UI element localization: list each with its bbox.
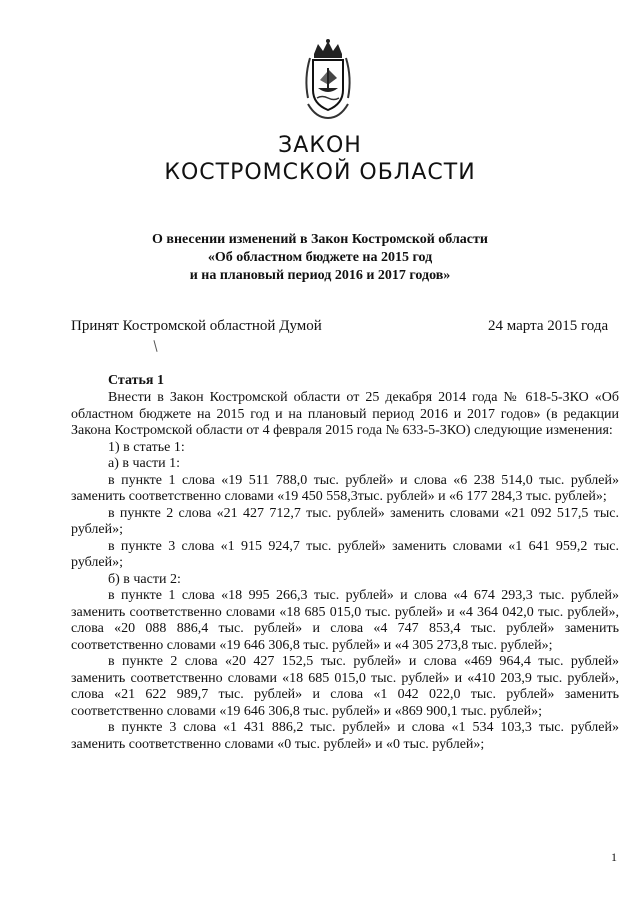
- paragraph: Внести в Закон Костромской области от 25 декабря 2014 года № 618-5-ЗКО «Об областном бюджете на 2015 год и на плановый период 2016 и 2017 годов» (в редакции Закона Костромской области от 4 февраля 2015 года № 633-5-ЗКО) следующие изменения:: [71, 390, 619, 438]
- paragraph: б) в части 2:: [108, 571, 181, 587]
- article-body: [71, 390, 619, 753]
- adopted-by: Принят Костромской областной Думой: [71, 318, 322, 334]
- document-type-title: ЗАКОН: [278, 133, 362, 158]
- paragraph: в пункте 3 слова «1 915 924,7 тыс. рублей» заменить словами «1 641 959,2 тыс. рублей»;: [71, 538, 619, 570]
- scan-mark: [153, 340, 157, 352]
- coat-of-arms-icon: [296, 38, 360, 120]
- paragraph: в пункте 2 слова «20 427 152,5 тыс. рублей» и слова «469 964,4 тыс. рублей» заменить соответственно словами «18 685 015,0 тыс. рублей» и «410 203,9 тыс. рублей», слова «21 622 989,7 тыс. рублей» и слова «1 042 022,0 тыс. рублей» заменить соответственно словами «19 646 306,8 тыс. рублей» и «869 900,1 тыс. рублей»;: [71, 654, 619, 719]
- paragraph: 1) в статье 1:: [108, 439, 185, 455]
- paragraph: в пункте 3 слова «1 431 886,2 тыс. рублей» и слова «1 534 103,3 тыс. рублей» заменить соответственно словами «0 тыс. рублей» и «0 тыс. рублей»;: [71, 720, 619, 752]
- paragraph: в пункте 1 слова «19 511 788,0 тыс. рублей» и слова «6 238 514,0 тыс. рублей» заменить соответственно словами «19 450 558,3тыс. рублей» и «6 177 284,3 тыс. рублей»;: [71, 472, 619, 504]
- paragraph: а) в части 1:: [108, 456, 180, 471]
- article-title: Статья 1: [108, 373, 164, 388]
- paragraph: в пункте 2 слова «21 427 712,7 тыс. рублей» заменить словами «21 092 517,5 тыс. рублей»;: [71, 505, 619, 537]
- adoption-date: 24 марта 2015 года: [488, 318, 609, 334]
- subtitle-line-2: «Об областном бюджете на 2015 год: [207, 250, 433, 265]
- page-number: 1: [611, 850, 617, 864]
- region-title: КОСТРОМСКОЙ ОБЛАСТИ: [164, 160, 476, 185]
- subtitle-line-3: и на плановый период 2016 и 2017 годов»: [189, 268, 451, 283]
- subtitle-line-1: О внесении изменений в Закон Костромской области: [152, 232, 488, 247]
- paragraph: в пункте 1 слова «18 995 266,3 тыс. рублей» и слова «4 674 293,3 тыс. рублей» заменить соответственно словами «18 685 015,0 тыс. рублей» и «4 364 042,0 тыс. рублей», слова «20 088 886,4 тыс. рублей» и слова «4 747 853,4 тыс. рублей» заменить соответственно словами «19 646 306,8 тыс. рублей» и «4 305 273,8 тыс. рублей»;: [71, 588, 619, 653]
